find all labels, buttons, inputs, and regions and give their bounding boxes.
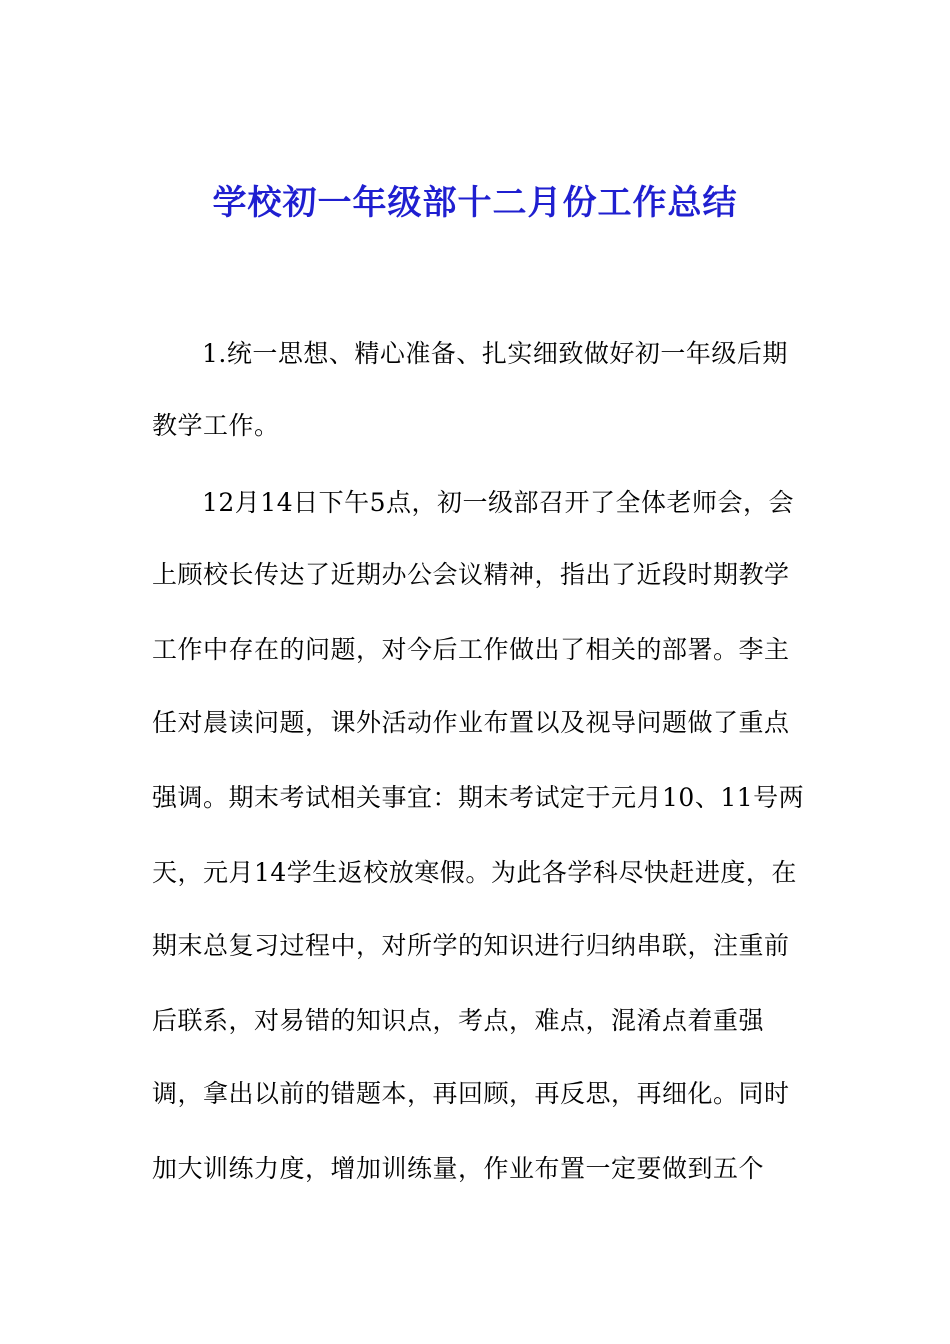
document-title: 学校初一年级部十二月份工作总结 (212, 183, 738, 223)
paragraph-line: 工作中存在的问题，对今后工作做出了相关的部署。李主 (152, 635, 790, 664)
paragraph-line: 教学工作。 (152, 411, 280, 440)
paragraph-line: 期末总复习过程中，对所学的知识进行归纳串联，注重前 (152, 931, 790, 960)
paragraph-line: 加大训练力度，增加训练量，作业布置一定要做到五个 (152, 1154, 765, 1183)
paragraph-line: 上顾校长传达了近期办公会议精神，指出了近段时期教学 (152, 560, 790, 589)
paragraph-line: 天，元月14学生返校放寒假。为此各学科尽快赶进度，在 (152, 858, 797, 887)
paragraph-line: 后联系，对易错的知识点，考点，难点，混淆点着重强 (152, 1006, 765, 1035)
paragraph-line: 任对晨读问题，课外活动作业布置以及视导问题做了重点 (152, 708, 790, 737)
paragraph-line: 调，拿出以前的错题本，再回顾，再反思，再细化。同时 (152, 1079, 790, 1108)
paragraph-line: 1.统一思想、精心准备、扎实细致做好初一年级后期 (202, 339, 788, 368)
paragraph-line: 强调。期末考试相关事宜：期末考试定于元月10、11号两 (152, 783, 805, 812)
paragraph-line: 12月14日下午5点，初一级部召开了全体老师会，会 (202, 488, 795, 517)
